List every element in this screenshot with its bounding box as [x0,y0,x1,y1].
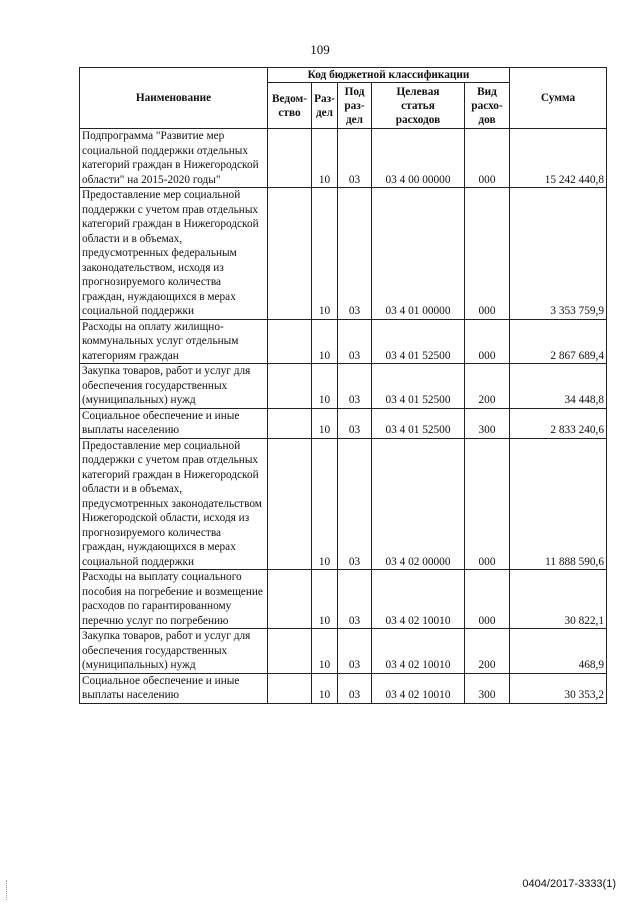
row-podrazdel: 03 [338,408,372,438]
table-header [80,68,607,129]
row-podrazdel: 03 [338,629,372,674]
row-name: Закупка товаров, работ и услуг для обеспечения государственных (муниципальных) нужд [80,364,268,409]
row-vedomstvo [268,129,312,188]
row-name: Социальное обеспечение и иные выплаты населению [80,408,268,438]
row-celevaya-statya: 03 4 01 52500 [372,364,465,409]
row-sum: 468,9 [510,629,607,674]
row-vedomstvo [268,364,312,409]
header-vid-rashodov: Вид расхо- дов [465,83,510,129]
row-razdel: 10 [312,570,338,629]
row-vid-rashodov: 200 [465,364,510,409]
row-sum: 3 353 759,9 [510,188,607,320]
scan-edge-divider [6,880,8,900]
row-vedomstvo [268,188,312,320]
row-vedomstvo [268,673,312,703]
row-sum: 30 353,2 [510,673,607,703]
row-name: Расходы на выплату социального пособия на погребение и возмещение расходов по гарантированному перечню услуг по погребению [80,570,268,629]
row-podrazdel: 03 [338,129,372,188]
row-celevaya-statya: 03 4 01 00000 [372,188,465,320]
row-name: Предоставление мер социальной поддержки с учетом прав отдельных категорий граждан в Нижегородской области и в объемах, предусмотренных федеральным законодательством, исходя из прогнозируемого количества граждан, нуждающихся в мерах социальной поддержки [80,188,268,320]
row-podrazdel: 03 [338,364,372,409]
header-vedomstvo: Ведом- ство [268,83,312,129]
table-row [80,129,607,188]
row-celevaya-statya: 03 4 02 10010 [372,673,465,703]
row-sum: 2 833 240,6 [510,408,607,438]
row-podrazdel: 03 [338,188,372,320]
row-celevaya-statya: 03 4 00 00000 [372,129,465,188]
row-vid-rashodov: 000 [465,129,510,188]
table-row [80,319,607,364]
row-razdel: 10 [312,364,338,409]
row-vedomstvo [268,629,312,674]
row-vedomstvo [268,408,312,438]
row-vid-rashodov: 200 [465,629,510,674]
row-razdel: 10 [312,629,338,674]
row-sum: 11 888 590,6 [510,438,607,570]
row-razdel: 10 [312,188,338,320]
row-razdel: 10 [312,129,338,188]
row-vedomstvo [268,319,312,364]
row-sum: 30 822,1 [510,570,607,629]
row-sum: 15 242 440,8 [510,129,607,188]
row-vid-rashodov: 000 [465,188,510,320]
row-sum: 34 448,8 [510,364,607,409]
header-celevaya-statya: Целевая статья расходов [372,83,465,129]
table-row [80,188,607,320]
row-celevaya-statya: 03 4 02 00000 [372,438,465,570]
row-name: Подпрограмма "Развитие мер социальной поддержки отдельных категорий граждан в Нижегородской области" на 2015-2020 годы" [80,129,268,188]
header-name: Наименование [80,68,268,129]
row-vid-rashodov: 300 [465,408,510,438]
document-code: 0404/2017-3333(1) [522,878,616,890]
row-celevaya-statya: 03 4 01 52500 [372,408,465,438]
table-row [80,364,607,409]
row-podrazdel: 03 [338,673,372,703]
header-classification-group: Код бюджетной классификации [268,68,510,83]
row-celevaya-statya: 03 4 02 10010 [372,570,465,629]
row-vid-rashodov: 300 [465,673,510,703]
table-row [80,408,607,438]
row-vid-rashodov: 000 [465,319,510,364]
row-name: Закупка товаров, работ и услуг для обеспечения государственных (муниципальных) нужд [80,629,268,674]
row-razdel: 10 [312,438,338,570]
row-podrazdel: 03 [338,570,372,629]
row-razdel: 10 [312,319,338,364]
row-celevaya-statya: 03 4 02 10010 [372,629,465,674]
page-number: 109 [310,42,330,57]
row-vedomstvo [268,570,312,629]
row-podrazdel: 03 [338,319,372,364]
header-podrazdel: Под раз- дел [338,83,372,129]
row-celevaya-statya: 03 4 01 52500 [372,319,465,364]
budget-table [79,67,607,704]
row-name: Расходы на оплату жилищно-коммунальных услуг отдельным категориям граждан [80,319,268,364]
row-razdel: 10 [312,673,338,703]
row-podrazdel: 03 [338,438,372,570]
header-razdel: Раз- дел [312,83,338,129]
table-row [80,438,607,570]
row-sum: 2 867 689,4 [510,319,607,364]
row-vid-rashodov: 000 [465,438,510,570]
table-row [80,673,607,703]
row-name: Социальное обеспечение и иные выплаты населению [80,673,268,703]
header-sum: Сумма [510,68,607,129]
table-row [80,570,607,629]
row-razdel: 10 [312,408,338,438]
row-vedomstvo [268,438,312,570]
table-row [80,629,607,674]
row-name: Предоставление мер социальной поддержки с учетом прав отдельных категорий граждан в Нижегородской области и в объемах, предусмотренных законодательством Нижегородской области, исходя из прогнозируемого количества граждан, нуждающихся в мерах социальной поддержки [80,438,268,570]
row-vid-rashodov: 000 [465,570,510,629]
